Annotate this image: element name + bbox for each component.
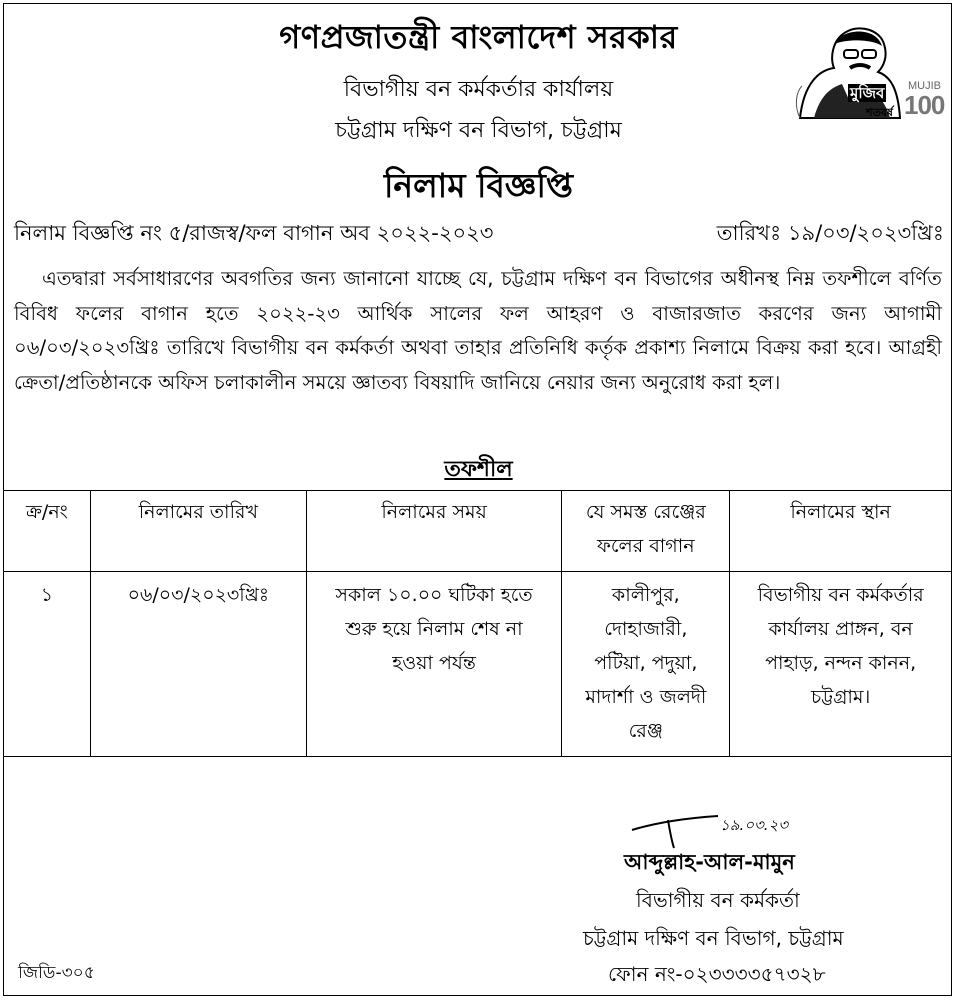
logo-script-text: মুজিব xyxy=(850,84,885,102)
table-header-row xyxy=(4,491,952,572)
mujib-100-logo xyxy=(790,22,945,122)
signatory-designation: বিভাগীয় বন কর্মকর্তা xyxy=(636,888,800,912)
notice-number: নিলাম বিজ্ঞপ্তি নং ৫/রাজস্ব/ফল বাগান অব ২০২২-২০২৩ xyxy=(14,221,494,245)
cell-date: ০৬/০৩/২০২৩খ্রিঃ xyxy=(90,572,306,757)
signatory-name: আব্দুল্লাহ-আল-মামুন xyxy=(624,850,795,874)
notice-meta xyxy=(14,217,944,252)
cell-serial: ১ xyxy=(4,572,91,757)
division-name: চট্টগ্রাম দক্ষিণ বন বিভাগ, চট্টগ্রাম xyxy=(335,118,622,143)
table-row xyxy=(4,572,952,757)
header-date: নিলামের তারিখ xyxy=(90,491,306,572)
schedule-table xyxy=(3,490,952,757)
logo-latin-text: MUJIB xyxy=(908,80,941,92)
header-place: নিলামের স্থান xyxy=(730,491,952,572)
cell-ranges: কালীপুর, দোহাজারী, পটিয়া, পদুয়া, মাদার্শা ও জলদী রেঞ্জ xyxy=(562,572,730,757)
signature-date: ১৯.০৩.২৩ xyxy=(720,816,789,834)
office-name: বিভাগীয় বন কর্মকর্তার কার্যালয় xyxy=(343,77,614,102)
cell-time: সকাল ১০.০০ ঘটিকা হতে শুরু হয়ে নিলাম শেষ না হওয়া পর্যন্ত xyxy=(306,572,562,757)
notice-body: এতদ্বারা সর্বসাধারণের অবগতির জন্য জানানো যাচ্ছে যে, চট্টগ্রাম দক্ষিণ বন বিভাগের অধীনস্থ নিম্ন তফশীলে বর্ণিত বিবিধ ফলের বাগান হতে ২০২২-২৩ আর্থিক সালের ফল আহরণ ও বাজারজাত করণের জন্য আগামী ০৬/০৩/২০২৩খ্রিঃ তারিখে বিভাগীয় বন কর্মকর্তা অথবা তাহার প্রতিনিধি কর্তৃক প্রকাশ্য নিলামে বিক্রয় করা হবে। আগ্রহী ক্রেতা/প্রতিষ্ঠানকে অফিস চলাকালীন সময়ে জ্ঞাতব্য বিষয়াদি জানিয়ে নেয়ার জন্য অনুরোধ করা হল। xyxy=(14,267,942,394)
schedule-title: তফশীল xyxy=(444,457,513,482)
gd-number: জিডি-৩০৫ xyxy=(18,963,95,983)
header-serial: ক্র/নং xyxy=(4,491,91,572)
notice-title: নিলাম বিজ্ঞপ্তি xyxy=(383,166,574,205)
header-time: নিলামের সময় xyxy=(306,491,562,572)
cell-place: বিভাগীয় বন কর্মকর্তার কার্যালয় প্রাঙ্গন, বন পাহাড়, নন্দন কানন, চট্টগ্রাম। xyxy=(730,572,952,757)
header-ranges: যে সমস্ত রেঞ্জের ফলের বাগান xyxy=(562,491,730,572)
logo-sub-text: শতবর্ষ xyxy=(866,106,893,119)
notice-date: তারিখঃ ১৯/০৩/২০২৩খ্রিঃ xyxy=(716,221,944,245)
signatory-phone: ফোন নং-০২৩৩৩৩৫৭৩২৮ xyxy=(608,962,826,986)
signatory-office: চট্টগ্রাম দক্ষিণ বন বিভাগ, চট্টগ্রাম xyxy=(583,926,844,950)
govt-title: গণপ্রজাতন্ত্রী বাংলাদেশ সরকার xyxy=(279,18,678,56)
logo-years-text: 100 xyxy=(904,90,945,120)
